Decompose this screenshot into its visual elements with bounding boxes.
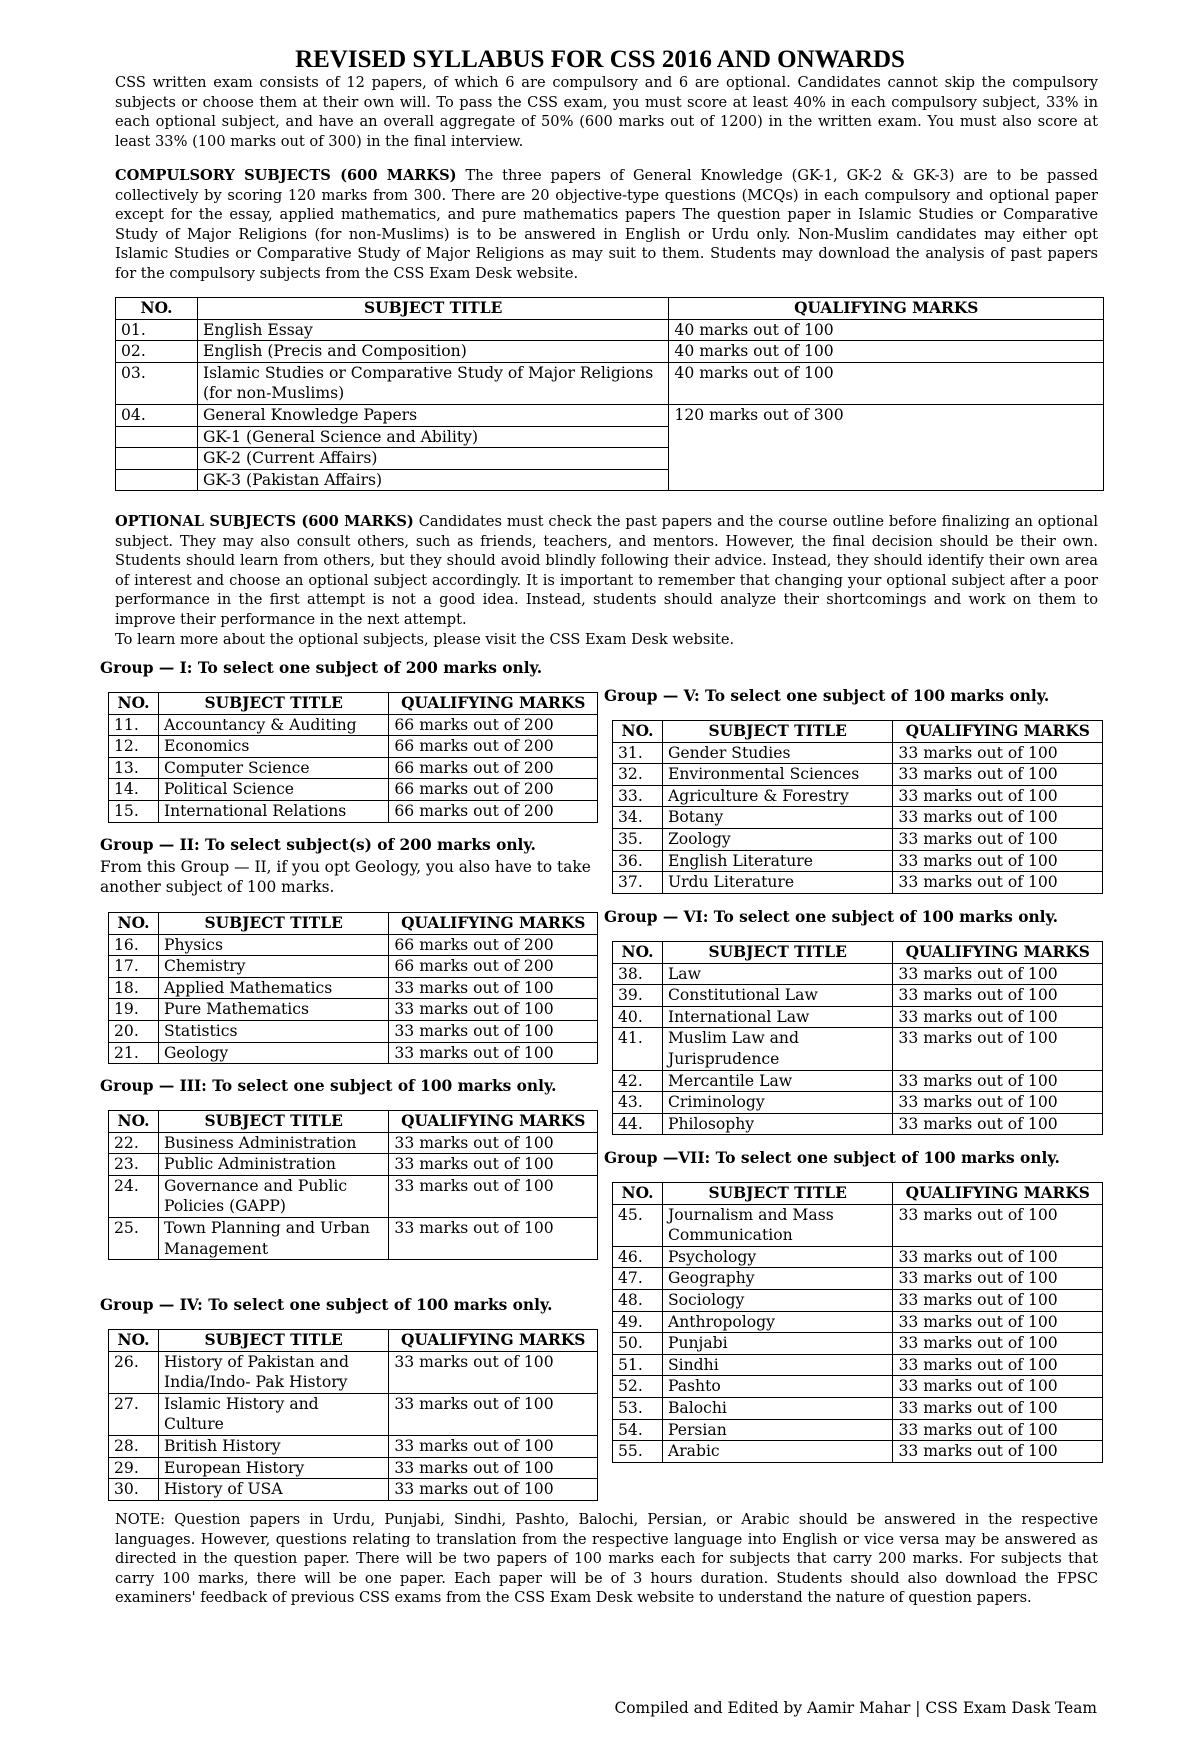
row-no: 04. (116, 404, 198, 426)
row-marks: 66 marks out of 200 (389, 714, 598, 736)
row-title: Botany (662, 807, 892, 829)
row-marks: 33 marks out of 100 (893, 1397, 1103, 1419)
row-title: Accountancy & Auditing (158, 714, 388, 736)
row-no: 38. (613, 963, 663, 985)
row-title: International Law (662, 1006, 892, 1028)
row-no: 53. (613, 1397, 663, 1419)
row-no (116, 469, 198, 491)
row-marks: 33 marks out of 100 (389, 999, 598, 1021)
row-title: English (Precis and Composition) (197, 341, 668, 363)
table-row (613, 1092, 1103, 1114)
row-title: Environmental Sciences (662, 764, 892, 786)
table-row (613, 1354, 1103, 1376)
row-title: History of Pakistan and India/Indo- Pak History (158, 1351, 388, 1393)
row-title: Statistics (158, 1020, 388, 1042)
group-table (612, 941, 1103, 1135)
header-no: NO. (109, 693, 159, 715)
optional-heading: OPTIONAL SUBJECTS (600 MARKS) (115, 513, 414, 530)
group-heading: Group — II: To select subject(s) of 200 marks only. (100, 836, 536, 854)
row-marks: 66 marks out of 200 (389, 736, 598, 758)
group-heading: Group — V: To select one subject of 100 marks only. (604, 687, 1050, 705)
row-no: 33. (613, 785, 663, 807)
row-marks: 33 marks out of 100 (893, 807, 1103, 829)
row-no: 28. (109, 1435, 159, 1457)
header-qualifying-marks: QUALIFYING MARKS (893, 942, 1103, 964)
note-paragraph: NOTE: Question papers in Urdu, Punjabi, Sindhi, Pashto, Balochi, Persian, or Arabic should be answered in the respective languages. However, questions relating to translation from the respective language into English or vice versa may be answered as directed in the question paper. There will be two papers of 100 marks each for subjects that carry 200 marks. For subjects that carry 100 marks, there will be one paper. Each paper will be of 3 hours duration. Students should also download the FPSC examiners' feedback of previous CSS exams from the CSS Exam Desk website to understand the nature of question papers. (115, 1511, 1098, 1607)
row-no: 46. (613, 1246, 663, 1268)
table-row (613, 985, 1103, 1007)
row-title: European History (158, 1457, 388, 1479)
row-title: Pashto (662, 1376, 892, 1398)
table-header-row (613, 721, 1103, 743)
page-title: REVISED SYLLABUS FOR CSS 2016 AND ONWARDS (295, 46, 905, 73)
group-table (108, 1110, 598, 1260)
row-title: Muslim Law and Jurisprudence (662, 1028, 892, 1070)
row-title: Urdu Literature (662, 872, 892, 894)
header-no: NO. (109, 913, 159, 935)
row-no: 31. (613, 742, 663, 764)
row-no: 54. (613, 1419, 663, 1441)
row-marks: 33 marks out of 100 (893, 785, 1103, 807)
row-title: Zoology (662, 828, 892, 850)
table-row (109, 1217, 598, 1259)
row-no: 18. (109, 977, 159, 999)
table-row (613, 1397, 1103, 1419)
row-marks: 33 marks out of 100 (389, 977, 598, 999)
table-row (116, 319, 1104, 341)
row-title: Sindhi (662, 1354, 892, 1376)
table-row (613, 764, 1103, 786)
compulsory-heading: COMPULSORY SUBJECTS (600 MARKS) (115, 167, 457, 184)
table-row (109, 1435, 598, 1457)
row-no: 17. (109, 956, 159, 978)
row-no: 34. (613, 807, 663, 829)
row-title: Punjabi (662, 1333, 892, 1355)
row-marks: 66 marks out of 200 (389, 956, 598, 978)
row-marks: 33 marks out of 100 (893, 1311, 1103, 1333)
group-table (612, 1182, 1103, 1463)
header-no: NO. (613, 721, 663, 743)
row-marks: 33 marks out of 100 (893, 1113, 1103, 1135)
compulsory-table (115, 297, 1104, 491)
row-marks: 33 marks out of 100 (893, 1006, 1103, 1028)
row-marks: 33 marks out of 100 (893, 1204, 1103, 1246)
row-no: 02. (116, 341, 198, 363)
table-row (613, 1419, 1103, 1441)
row-title: General Knowledge Papers (197, 404, 668, 426)
row-title: History of USA (158, 1479, 388, 1501)
row-marks: 40 marks out of 100 (669, 362, 1104, 404)
table-header-row (109, 913, 598, 935)
header-qualifying-marks: QUALIFYING MARKS (669, 298, 1104, 320)
row-marks: 33 marks out of 100 (389, 1042, 598, 1064)
row-title: Governance and Public Policies (GAPP) (158, 1175, 388, 1217)
row-no: 37. (613, 872, 663, 894)
row-no: 43. (613, 1092, 663, 1114)
header-subject-title: SUBJECT TITLE (158, 913, 388, 935)
row-no: 24. (109, 1175, 159, 1217)
row-title: Pure Mathematics (158, 999, 388, 1021)
row-marks: 33 marks out of 100 (389, 1435, 598, 1457)
group-heading: Group —VII: To select one subject of 100 marks only. (604, 1149, 1060, 1167)
row-marks: 33 marks out of 100 (389, 1217, 598, 1259)
row-no: 48. (613, 1289, 663, 1311)
row-no: 52. (613, 1376, 663, 1398)
row-title: Persian (662, 1419, 892, 1441)
row-title: Anthropology (662, 1311, 892, 1333)
table-row (613, 1289, 1103, 1311)
row-title: Mercantile Law (662, 1070, 892, 1092)
row-no: 32. (613, 764, 663, 786)
table-row (613, 1268, 1103, 1290)
header-qualifying-marks: QUALIFYING MARKS (389, 913, 598, 935)
row-marks: 66 marks out of 200 (389, 934, 598, 956)
row-no: 11. (109, 714, 159, 736)
table-row (109, 1175, 598, 1217)
row-marks: 33 marks out of 100 (893, 850, 1103, 872)
header-subject-title: SUBJECT TITLE (158, 1111, 388, 1133)
table-row (109, 1351, 598, 1393)
row-no: 40. (613, 1006, 663, 1028)
table-row (613, 785, 1103, 807)
row-title: Law (662, 963, 892, 985)
row-title: Applied Mathematics (158, 977, 388, 999)
row-no: 41. (613, 1028, 663, 1070)
row-title: Computer Science (158, 757, 388, 779)
table-row (109, 736, 598, 758)
row-no: 15. (109, 800, 159, 822)
table-row (613, 742, 1103, 764)
table-row (613, 963, 1103, 985)
row-no: 16. (109, 934, 159, 956)
row-title: Balochi (662, 1397, 892, 1419)
table-row (109, 757, 598, 779)
header-subject-title: SUBJECT TITLE (662, 942, 892, 964)
group-heading: Group — VI: To select one subject of 100 marks only. (604, 908, 1059, 926)
row-no: 13. (109, 757, 159, 779)
header-qualifying-marks: QUALIFYING MARKS (389, 1330, 598, 1352)
row-no: 45. (613, 1204, 663, 1246)
row-no: 35. (613, 828, 663, 850)
row-marks: 33 marks out of 100 (389, 1175, 598, 1217)
group-table (108, 912, 598, 1064)
row-title: Political Science (158, 779, 388, 801)
row-title: British History (158, 1435, 388, 1457)
row-marks: 120 marks out of 300 (669, 404, 1104, 490)
row-title: Agriculture & Forestry (662, 785, 892, 807)
table-row (109, 1154, 598, 1176)
header-qualifying-marks: QUALIFYING MARKS (389, 693, 598, 715)
row-title: Islamic History and Culture (158, 1393, 388, 1435)
row-marks: 33 marks out of 100 (893, 1354, 1103, 1376)
row-title: Journalism and Mass Communication (662, 1204, 892, 1246)
row-no: 44. (613, 1113, 663, 1135)
row-title: Town Planning and Urban Management (158, 1217, 388, 1259)
row-title: Constitutional Law (662, 985, 892, 1007)
row-marks: 33 marks out of 100 (389, 1351, 598, 1393)
row-title: Sociology (662, 1289, 892, 1311)
row-marks: 33 marks out of 100 (893, 1289, 1103, 1311)
group-table (108, 692, 598, 823)
row-marks: 66 marks out of 200 (389, 757, 598, 779)
table-row (109, 1020, 598, 1042)
table-header-row (613, 1183, 1103, 1205)
row-title: Criminology (662, 1092, 892, 1114)
row-title: Philosophy (662, 1113, 892, 1135)
row-marks: 33 marks out of 100 (389, 1393, 598, 1435)
compulsory-paragraph (115, 166, 1098, 284)
table-row (109, 714, 598, 736)
row-no: 26. (109, 1351, 159, 1393)
row-no: 30. (109, 1479, 159, 1501)
table-row (613, 807, 1103, 829)
table-row (109, 999, 598, 1021)
group-heading: Group — III: To select one subject of 100 marks only. (100, 1077, 557, 1095)
row-no: 27. (109, 1393, 159, 1435)
row-marks: 40 marks out of 100 (669, 319, 1104, 341)
row-title: International Relations (158, 800, 388, 822)
table-header-row (109, 1330, 598, 1352)
row-no: 39. (613, 985, 663, 1007)
table-row (109, 956, 598, 978)
footer-credit: Compiled and Edited by Aamir Mahar | CSS Exam Dask Team (614, 1699, 1097, 1717)
row-marks: 33 marks out of 100 (893, 1419, 1103, 1441)
gk-paper: GK-3 (Pakistan Affairs) (197, 469, 668, 491)
table-row (613, 1028, 1103, 1070)
gk-paper: GK-1 (General Science and Ability) (197, 426, 668, 448)
table-row (613, 1311, 1103, 1333)
row-title: Psychology (662, 1246, 892, 1268)
table-row (613, 1113, 1103, 1135)
row-no: 50. (613, 1333, 663, 1355)
optional-text: Candidates must check the past papers and the course outline before finalizing an optional subject. They may also consult others, such as friends, teachers, and mentors. However, the final decision should be their own. Students should learn from others, but they should avoid blindly following their advice. Instead, they should identify their own area of interest and choose an optional subject accordingly. It is important to remember that changing your optional subject after a poor performance in the first attempt is not a good idea. Instead, students should analyze their shortcomings and work on them to improve their performance in the next attempt. (115, 513, 1099, 628)
row-no: 14. (109, 779, 159, 801)
row-title: Arabic (662, 1441, 892, 1463)
table-row (613, 828, 1103, 850)
row-marks: 33 marks out of 100 (893, 764, 1103, 786)
row-no: 01. (116, 319, 198, 341)
table-row (613, 1441, 1103, 1463)
row-marks: 33 marks out of 100 (893, 1441, 1103, 1463)
intro-paragraph: CSS written exam consists of 12 papers, of which 6 are compulsory and 6 are optional. Candidates cannot skip the compulsory subjects or choose them at their own will. To pass the CSS exam, you must score at least 40% in each compulsory subject, 33% in each optional subject, and have an overall aggregate of 50% (600 marks out of 1200) in the written exam. You must also score at least 33% (100 marks out of 300) in the final interview. (115, 74, 1098, 150)
row-marks: 33 marks out of 100 (893, 1333, 1103, 1355)
table-row (109, 779, 598, 801)
row-marks: 33 marks out of 100 (893, 828, 1103, 850)
row-no: 19. (109, 999, 159, 1021)
row-title: Gender Studies (662, 742, 892, 764)
header-subject-title: SUBJECT TITLE (158, 1330, 388, 1352)
row-title: English Literature (662, 850, 892, 872)
row-no: 03. (116, 362, 198, 404)
header-no: NO. (613, 1183, 663, 1205)
row-marks: 33 marks out of 100 (389, 1154, 598, 1176)
table-row (109, 1042, 598, 1064)
optional-paragraph (115, 512, 1098, 630)
table-row (613, 1006, 1103, 1028)
table-row (613, 1376, 1103, 1398)
optional-paragraph-2: To learn more about the optional subjects, please visit the CSS Exam Desk website. (115, 631, 735, 648)
row-marks: 33 marks out of 100 (389, 1132, 598, 1154)
row-marks: 40 marks out of 100 (669, 341, 1104, 363)
row-no: 22. (109, 1132, 159, 1154)
table-header-row (116, 298, 1104, 320)
table-row (109, 1393, 598, 1435)
group-heading: Group — IV: To select one subject of 100 marks only. (100, 1296, 553, 1314)
header-no: NO. (116, 298, 198, 320)
row-marks: 33 marks out of 100 (893, 963, 1103, 985)
table-row (109, 800, 598, 822)
row-marks: 33 marks out of 100 (893, 1028, 1103, 1070)
row-no: 42. (613, 1070, 663, 1092)
row-no: 21. (109, 1042, 159, 1064)
row-marks: 33 marks out of 100 (893, 742, 1103, 764)
header-subject-title: SUBJECT TITLE (662, 1183, 892, 1205)
row-marks: 33 marks out of 100 (893, 1246, 1103, 1268)
row-title: English Essay (197, 319, 668, 341)
table-row (109, 977, 598, 999)
table-header-row (109, 1111, 598, 1133)
row-no: 47. (613, 1268, 663, 1290)
row-marks: 33 marks out of 100 (893, 1268, 1103, 1290)
header-subject-title: SUBJECT TITLE (158, 693, 388, 715)
row-marks: 33 marks out of 100 (893, 985, 1103, 1007)
gk-paper: GK-2 (Current Affairs) (197, 448, 668, 470)
row-marks: 33 marks out of 100 (893, 872, 1103, 894)
header-no: NO. (109, 1111, 159, 1133)
row-no: 29. (109, 1457, 159, 1479)
row-marks: 33 marks out of 100 (389, 1479, 598, 1501)
table-row (613, 1070, 1103, 1092)
row-marks: 66 marks out of 200 (389, 800, 598, 822)
row-no: 55. (613, 1441, 663, 1463)
group-note: From this Group — II, if you opt Geology, you also have to take another subject of 100 marks. (100, 858, 591, 896)
row-marks: 66 marks out of 200 (389, 779, 598, 801)
table-row (116, 404, 1104, 426)
row-no: 49. (613, 1311, 663, 1333)
row-no: 12. (109, 736, 159, 758)
row-no: 25. (109, 1217, 159, 1259)
row-no: 23. (109, 1154, 159, 1176)
table-row (613, 1204, 1103, 1246)
table-row (116, 341, 1104, 363)
table-header-row (613, 942, 1103, 964)
header-no: NO. (109, 1330, 159, 1352)
table-row (109, 1457, 598, 1479)
header-no: NO. (613, 942, 663, 964)
row-title: Geology (158, 1042, 388, 1064)
group-table (612, 720, 1103, 894)
table-row (116, 362, 1104, 404)
compulsory-text: The three papers of General Knowledge (GK-1, GK-2 & GK-3) are to be passed collectively by scoring 120 marks from 300. There are 20 objective-type questions (MCQs) in each compulsory and optional paper except for the essay, applied mathematics, and pure mathematics papers The question paper in Islamic Studies or Comparative Study of Major Religions (for non-Muslims) is to be answered in English or Urdu only. Non-Muslim candidates may either opt Islamic Studies or Comparative Study of Major Religions as may suit to them. Students may download the analysis of past papers for the compulsory subjects from the CSS Exam Desk website. (115, 167, 1098, 282)
row-no (116, 448, 198, 470)
table-row (109, 1479, 598, 1501)
header-qualifying-marks: QUALIFYING MARKS (893, 1183, 1103, 1205)
table-header-row (109, 693, 598, 715)
row-title: Economics (158, 736, 388, 758)
header-subject-title: SUBJECT TITLE (662, 721, 892, 743)
row-no: 36. (613, 850, 663, 872)
row-title: Physics (158, 934, 388, 956)
table-row (613, 1246, 1103, 1268)
table-row (109, 1132, 598, 1154)
row-no (116, 426, 198, 448)
row-title: Geography (662, 1268, 892, 1290)
header-subject-title: SUBJECT TITLE (197, 298, 668, 320)
header-qualifying-marks: QUALIFYING MARKS (893, 721, 1103, 743)
row-marks: 33 marks out of 100 (893, 1092, 1103, 1114)
row-no: 51. (613, 1354, 663, 1376)
table-row (109, 934, 598, 956)
row-title: Islamic Studies or Comparative Study of Major Religions (for non-Muslims) (197, 362, 668, 404)
row-marks: 33 marks out of 100 (389, 1020, 598, 1042)
row-marks: 33 marks out of 100 (893, 1070, 1103, 1092)
group-heading: Group — I: To select one subject of 200 marks only. (100, 659, 543, 677)
table-row (613, 1333, 1103, 1355)
header-qualifying-marks: QUALIFYING MARKS (389, 1111, 598, 1133)
group-table (108, 1329, 598, 1501)
row-title: Business Administration (158, 1132, 388, 1154)
row-title: Chemistry (158, 956, 388, 978)
row-marks: 33 marks out of 100 (893, 1376, 1103, 1398)
table-row (613, 850, 1103, 872)
row-no: 20. (109, 1020, 159, 1042)
row-marks: 33 marks out of 100 (389, 1457, 598, 1479)
table-row (613, 872, 1103, 894)
row-title: Public Administration (158, 1154, 388, 1176)
